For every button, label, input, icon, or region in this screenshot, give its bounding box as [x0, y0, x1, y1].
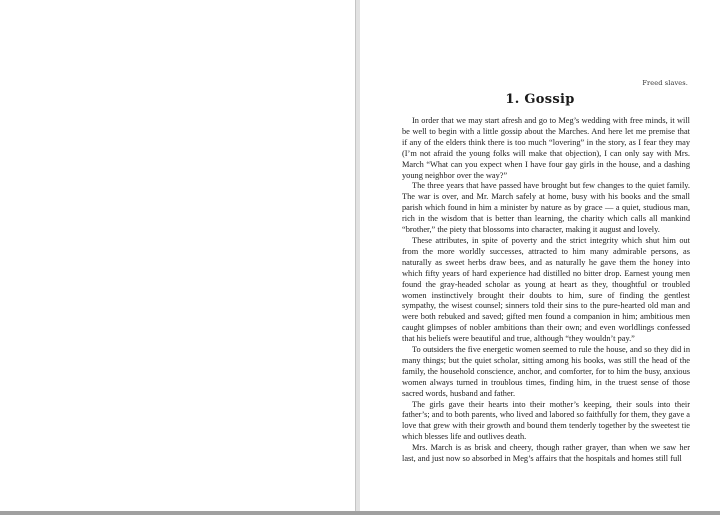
paragraph-2: The three years that have passed have brought but few changes to the quiet family. The war is over, and Mr. March safely at home, busy with his books and the small parish which found in him a minister by nature as by grace — a quiet, studious man, rich in the wisdom that is better than learning, the charity which calls all mankind “brother,” the piety that blossoms into character, making it august and lovely. — [402, 181, 690, 235]
viewer-bottom-edge — [0, 511, 720, 515]
running-head: Freed slaves. — [642, 79, 688, 87]
paragraph-6: Mrs. March is as brisk and cheery, though rather grayer, than when we saw her last, and just now so absorbed in Meg’s affairs that the hospitals and homes still full — [402, 443, 690, 464]
chapter-body — [402, 116, 690, 465]
paragraph-1: In order that we may start afresh and go to Meg’s wedding with free minds, it will be well to begin with a little gossip about the Marches. And here let me premise that if any of the elders think there is too much “lovering” in the story, as I fear they may (I’m not afraid the young folks will make that objection), I can only say with Mrs. March “What can you expect when I have four gay girls in the house, and a dashing young neighbor over the way?” — [402, 116, 690, 180]
paragraph-4: To outsiders the five energetic women seemed to rule the house, and so they did in many things; but the quiet scholar, sitting among his books, was still the head of the family, the household conscience, anchor, and comforter, for to him the busy, anxious women always turned in troublous times, finding him, in the truest sense of those sacred words, husband and father. — [402, 345, 690, 398]
chapter-title: 1. Gossip — [505, 92, 575, 107]
paragraph-5: The girls gave their hearts into their mother’s keeping, their souls into their father’s; and to both parents, who lived and labored so faithfully for them, they gave a love that grew with their growth and bound them tenderly together by the sweetest tie which blesses life and outlives death. — [402, 399, 690, 442]
left-page-blank — [0, 0, 356, 511]
right-page — [360, 0, 720, 511]
paragraph-3: These attributes, in spite of poverty and the strict integrity which shut him out from the more worldly successes, attracted to him many admirable persons, as naturally as sweet herbs draw bees, and as naturally he gave them the honey into which fifty years of hard experience had distilled no bitter drop. Earnest young men found the gray-headed scholar as young at heart as they, thoughtful or troubled women instinctively brought their doubts to him, sure of finding the gentlest sympathy, the wisest counsel; sinners told their sins to the pure-hearted old man and were both rebuked and saved; gifted men found a companion in him; ambitious men caught glimpses of nobler ambitions than their own; and even worldlings confessed that his beliefs were beautiful and true, although “they wouldn’t pay.” — [402, 235, 690, 344]
